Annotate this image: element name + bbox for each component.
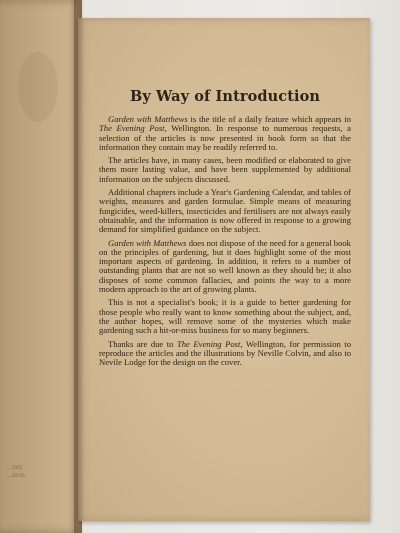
paragraph-3: Additional chapters include a Year's Gardening Calendar, and tables of weights, measures and garden formulae. Simple means of measuring fungicides, weed-killers, insecticides and fertilisers are not always easily obtainable, and the information is now offered in response to a growing demand for simplified guidance on the subject. bbox=[99, 187, 351, 235]
paragraph-text: Thanks are due to bbox=[108, 338, 177, 349]
paragraph-text: does not dispose of the need for a general book on the principles of gardening, but it does highlight some of the most important aspects of gardening. In addition, it refers to a number of outstanding plants that are not so well known as they should be; it also disposes of some common fallacies, and points the way to a more modern approach to the art of growing plants. bbox=[99, 237, 351, 295]
book-title-italic: Garden with Matthews bbox=[108, 237, 187, 248]
newspaper-title-italic: The Evening Post bbox=[176, 338, 241, 349]
paragraph-2: The articles have, in many cases, been modified or elaborated to give them more lasting value, and have been supplemented by additional information on the subjects discussed. bbox=[99, 155, 351, 184]
page-smudge bbox=[18, 52, 58, 122]
paragraph-text: , Wellington, for permission to reproduce the articles and the illustrations by Neville Colvin, and also to Nevile Lodge for the design on the cover. bbox=[99, 338, 351, 368]
book-gutter bbox=[74, 0, 84, 533]
left-page-ghost-text: …ston bbox=[6, 472, 25, 479]
newspaper-title-italic: The Evening Post bbox=[99, 123, 165, 134]
paragraph-6 bbox=[99, 340, 351, 368]
paragraph-5: This is not a specialist's book; it is a guide to better gardening for those people who really want to know something about the subject, and, the author hopes, will remove some of the mysteries which make gardening such a hit-or-miss business for so many beginners. bbox=[99, 297, 351, 336]
paragraph-text: , Wellington. In response to numerous requests, a selection of the articles is now presented in book form so that the information they contain may be readily referred to. bbox=[99, 123, 351, 152]
paragraph-4 bbox=[99, 239, 351, 295]
paragraph-1 bbox=[99, 115, 351, 152]
left-page-ghost-text: …xxx bbox=[6, 464, 23, 471]
paragraph-text: is the title of a daily feature which appears in bbox=[187, 114, 351, 124]
left-page bbox=[0, 0, 82, 533]
introduction-text bbox=[99, 88, 351, 371]
page-title: By Way of Introduction bbox=[129, 88, 321, 105]
book-title-italic: Garden with Matthews bbox=[108, 114, 188, 124]
